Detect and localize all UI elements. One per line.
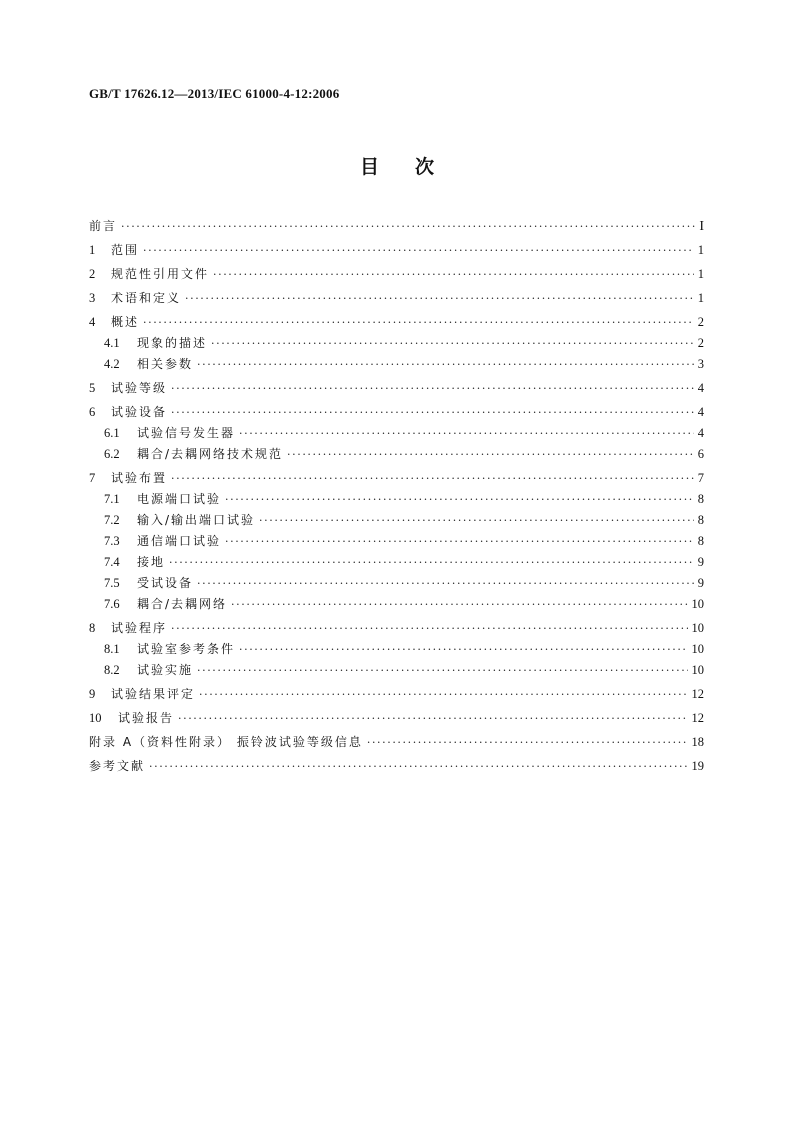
toc-entry-page-number: 10 [691,597,704,611]
toc-entry[interactable] [89,707,704,728]
toc-entry-number: 10 [89,711,102,725]
toc-entry-number: 7.3 [104,534,120,548]
toc-entry-page-number: 7 [697,471,704,485]
toc-entry-number: 2 [89,267,96,281]
toc-entry-number: 3 [89,291,96,305]
toc-entry[interactable] [89,572,704,593]
toc-entry-page-number: 8 [697,492,704,506]
standard-code-header: GB/T 17626.12—2013/IEC 61000-4-12:2006 [89,86,340,101]
toc-entry[interactable] [89,263,704,284]
toc-entry[interactable] [89,467,704,488]
toc-entry-page-number: 8 [697,534,704,548]
toc-leader-dots [231,593,687,614]
toc-entry[interactable] [89,215,704,236]
toc-entry[interactable] [89,401,704,422]
toc-entry-title: 试验程序 [111,621,168,635]
toc-entry-page-number: 1 [697,243,704,257]
toc-entry-page-number: 19 [691,759,704,773]
toc-leader-dots [197,572,694,593]
toc-entry-number: 8 [89,621,96,635]
toc-entry-page-number: 12 [691,711,704,725]
toc-entry-page-number: I [699,219,704,234]
toc-leader-dots [143,311,694,332]
toc-leader-dots [171,377,694,398]
table-of-contents [89,215,704,776]
toc-entry[interactable] [89,638,704,659]
toc-entry-number: 4.1 [104,336,120,350]
toc-entry[interactable] [89,353,704,374]
toc-entry-number: 7.1 [104,492,120,506]
toc-entry-page-number: 2 [697,336,704,350]
toc-entry-title: 范围 [111,243,140,257]
toc-entry[interactable] [89,530,704,551]
toc-entry-page-number: 6 [697,447,704,461]
toc-entry-number: 6.1 [104,426,120,440]
toc-leader-dots [287,443,694,464]
toc-entry[interactable] [89,422,704,443]
toc-entry[interactable] [89,731,704,752]
toc-entry-page-number: 9 [697,576,704,590]
toc-entry-number: 7.2 [104,513,120,527]
toc-leader-dots [225,488,694,509]
toc-leader-dots [169,551,694,572]
toc-entry-title: 试验信号发生器 [137,426,236,440]
toc-entry-title: 试验室参考条件 [137,642,236,656]
toc-entry-title: 耦合/去耦网络 [137,597,228,611]
toc-entry[interactable] [89,683,704,704]
toc-entry-title: 现象的描述 [137,336,208,350]
toc-entry[interactable] [89,377,704,398]
toc-leader-dots [171,467,694,488]
toc-entry-title: 通信端口试验 [137,534,222,548]
toc-leader-dots [199,683,687,704]
toc-entry-page-number: 12 [691,687,704,701]
toc-entry-title: 概述 [111,315,140,329]
toc-entry-title: 参考文献 [89,759,146,773]
toc-leader-dots [149,755,687,776]
toc-entry-page-number: 9 [697,555,704,569]
toc-entry[interactable] [89,755,704,776]
toc-entry-title: 试验结果评定 [111,687,196,701]
toc-entry-number: 6.2 [104,447,120,461]
toc-entry-page-number: 4 [697,426,704,440]
toc-entry-page-number: 10 [691,621,704,635]
toc-entry-page-number: 3 [697,357,704,371]
toc-entry[interactable] [89,551,704,572]
toc-entry[interactable] [89,332,704,353]
toc-entry-title: 试验设备 [111,405,168,419]
toc-entry-number: 5 [89,381,96,395]
toc-entry-title: 术语和定义 [111,291,182,305]
toc-leader-dots [197,659,687,680]
toc-entry-title: 附录 A（资料性附录） 振铃波试验等级信息 [89,735,363,749]
toc-entry-page-number: 1 [697,291,704,305]
toc-leader-dots [143,239,694,260]
toc-entry-number: 8.2 [104,663,120,677]
toc-entry-number: 9 [89,687,96,701]
toc-entry-title: 试验报告 [118,711,175,725]
toc-entry[interactable] [89,593,704,614]
toc-entry[interactable] [89,659,704,680]
toc-entry-number: 7.4 [104,555,120,569]
toc-entry-page-number: 1 [697,267,704,281]
toc-entry[interactable] [89,617,704,638]
toc-entry-title: 规范性引用文件 [111,267,210,281]
toc-entry[interactable] [89,287,704,308]
toc-entry-title: 相关参数 [137,357,194,371]
toc-leader-dots [225,530,694,551]
toc-leader-dots [197,353,694,374]
toc-entry-page-number: 10 [691,663,704,677]
toc-entry-number: 6 [89,405,96,419]
toc-entry[interactable] [89,509,704,530]
toc-entry-page-number: 4 [697,405,704,419]
toc-entry-title: 受试设备 [137,576,194,590]
toc-entry-number: 1 [89,243,96,257]
toc-entry-number: 8.1 [104,642,120,656]
toc-entry[interactable] [89,443,704,464]
toc-leader-dots [121,215,695,236]
toc-leader-dots [171,401,694,422]
toc-entry-page-number: 10 [691,642,704,656]
page-title: 目次 [359,156,470,178]
toc-entry[interactable] [89,311,704,332]
toc-entry-number: 7 [89,471,96,485]
toc-leader-dots [211,332,694,353]
toc-entry-page-number: 18 [691,735,704,749]
toc-leader-dots [239,638,687,659]
toc-leader-dots [178,707,687,728]
toc-leader-dots [239,422,694,443]
toc-entry-page-number: 4 [697,381,704,395]
toc-entry[interactable] [89,239,704,260]
toc-entry-title: 试验等级 [111,381,168,395]
toc-entry-title: 试验实施 [137,663,194,677]
toc-entry-title: 电源端口试验 [137,492,222,506]
toc-entry-title: 耦合/去耦网络技术规范 [137,447,284,461]
toc-entry-title: 前言 [89,219,118,233]
toc-leader-dots [213,263,694,284]
toc-entry-number: 7.5 [104,576,120,590]
toc-leader-dots [185,287,694,308]
toc-entry[interactable] [89,488,704,509]
toc-entry-title: 输入/输出端口试验 [137,513,256,527]
toc-entry-title: 试验布置 [111,471,168,485]
toc-entry-title: 接地 [137,555,166,569]
toc-entry-number: 7.6 [104,597,120,611]
toc-leader-dots [367,731,688,752]
toc-leader-dots [171,617,687,638]
toc-entry-number: 4 [89,315,96,329]
toc-entry-number: 4.2 [104,357,120,371]
toc-leader-dots [259,509,694,530]
toc-entry-page-number: 2 [697,315,704,329]
toc-entry-page-number: 8 [697,513,704,527]
